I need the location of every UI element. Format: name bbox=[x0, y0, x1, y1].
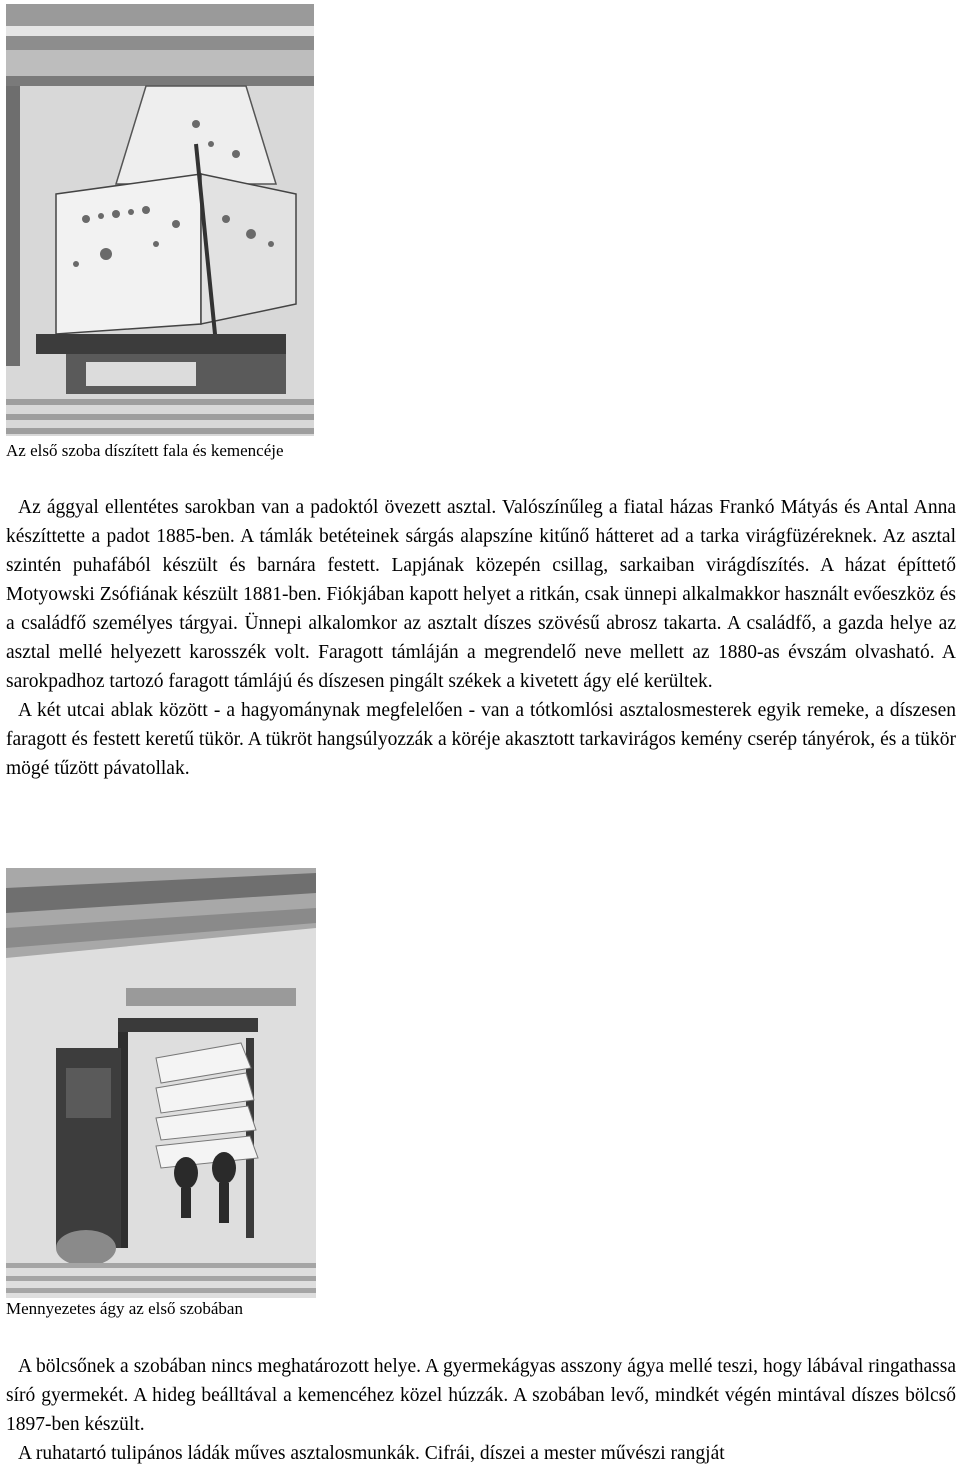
paragraph: Az ággyal ellentétes sarokban van a padoktól övezett asztal. Valószínűleg a fiatal házas Frankó Mátyás és Antal Anna készíttette a padot 1885-ben. A támlák betéteinek sárgás alapszíne kitűnő hátteret ad a tarka virágfüzéreknek. Az asztal szintén puhafából készült és barnára festett. Lapjának közepén csillag, sarkaiban virágdíszítés. A házat építtető Motyowski Zsófiának készült 1881-ben. Fiókjában kapott helyet a ritkán, csak ünnepi alkalmakkor használt evőeszköz és a családfő személyes tárgyai. Ünnepi alkalomkor az asztalt díszes szövésű abrosz takarta. A családfő, a gazda helye az asztal mellé helyezett karosszék volt. Faragott támláján a megrendelő neve mellett az 1880-as évszám olvasható. A sarokpadhoz tartozó faragott támlájú és díszesen pingált székek a kivetett ágy elé kerültek. bbox=[6, 497, 956, 692]
photo-oven bbox=[6, 4, 314, 436]
text-block-2 bbox=[6, 1352, 956, 1468]
text-block-1 bbox=[6, 493, 956, 783]
figure-caption-1: Az első szoba díszített fala és kemencéje bbox=[6, 441, 284, 460]
bed-photo-graphic bbox=[6, 868, 316, 1298]
paragraph: A két utcai ablak között - a hagyománynak megfelelően - van a tótkomlósi asztalosmesterek egyik remeke, a díszesen faragott és festett keretű tükör. A tükröt hangsúlyozzák a köréje akasztott tarkavirágos kemény cserép tányérok, és a tükör mögé tűzött pávatollak. bbox=[6, 700, 956, 779]
photo-canopy-bed bbox=[6, 868, 316, 1298]
paragraph: A ruhatartó tulipános ládák műves asztalosmunkák. Cifrái, díszei a mester művészi rangját bbox=[18, 1443, 725, 1464]
oven-photo-graphic bbox=[6, 4, 314, 436]
figure-caption-2: Mennyezetes ágy az első szobában bbox=[6, 1299, 243, 1318]
paragraph: A bölcsőnek a szobában nincs meghatározott helye. A gyermekágyas asszony ágya mellé teszi, hogy lábával ringathassa síró gyermekét. A hideg beálltával a kemencéhez közel húzzák. A szobában levő, mindkét végén mintával díszes bölcső 1897-ben készült. bbox=[6, 1356, 956, 1435]
